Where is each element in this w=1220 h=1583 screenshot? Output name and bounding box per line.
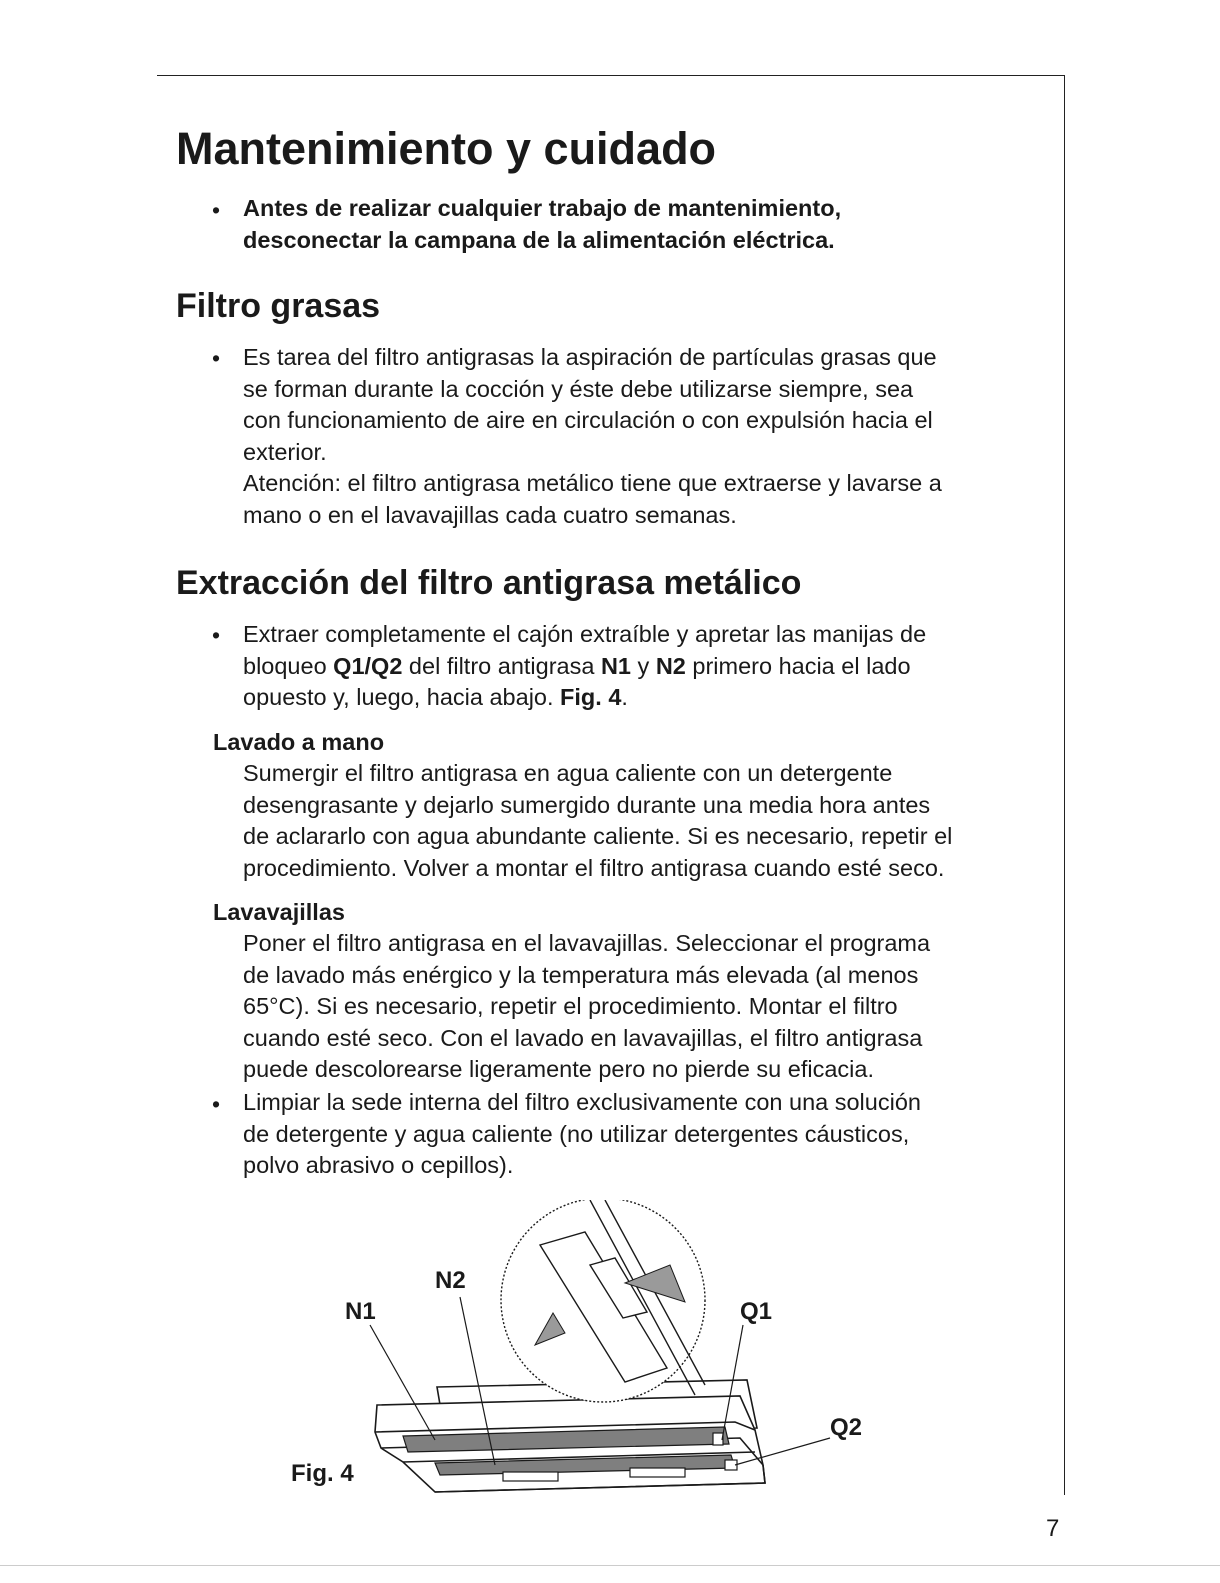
label-q1: Q1 [740, 1298, 773, 1325]
control-slot-left [503, 1472, 558, 1481]
bullet-icon: • [212, 622, 221, 648]
figure-4 [285, 1200, 885, 1510]
page-number: 7 [1046, 1515, 1060, 1542]
text-run: primero hacia el lado [685, 652, 911, 679]
text-line [243, 682, 1043, 714]
text-run: bloqueo [243, 652, 334, 679]
subheading-lavavajillas: Lavavajillas [213, 899, 345, 925]
text-run: del filtro antigrasa [402, 652, 601, 679]
page-title: Mantenimiento y cuidado [176, 123, 717, 174]
control-slot-right [630, 1468, 685, 1477]
figure-ref: Fig. 4 [560, 684, 622, 711]
text-line: exterior. [243, 438, 327, 465]
text-line: con funcionamiento de aire en circulación o con expulsión hacia el [243, 407, 933, 434]
bullet-icon: • [212, 345, 221, 371]
text-line: Atención: el filtro antigrasa metálico tiene que extraerse y lavarse a [243, 470, 942, 497]
label-n1: N1 [345, 1298, 376, 1325]
label-n2: N2 [435, 1267, 466, 1294]
text-line: puede descolorearse ligeramente pero no pierde su eficacia. [243, 1056, 874, 1083]
text-line: Poner el filtro antigrasa en el lavavajillas. Seleccionar el programa [243, 930, 931, 956]
page-frame-right [1064, 75, 1065, 1495]
warning-line: desconectar la campana de la alimentación eléctrica. [243, 226, 835, 253]
text-line [243, 651, 1043, 683]
text-line: mano o en el lavavajillas cada cuatro semanas. [243, 501, 737, 528]
text-line: Limpiar la sede interna del filtro exclusivamente con una solución [243, 1089, 921, 1115]
lavado-mano-paragraph [243, 758, 1043, 884]
warning-line: Antes de realizar cualquier trabajo de mantenimiento, [243, 195, 842, 221]
text-line: procedimiento. Volver a montar el filtro antigrasa cuando esté seco. [243, 854, 945, 881]
text-line: desengrasante y dejarlo sumergido durante una media hora antes [243, 791, 931, 818]
filter-ref-n1: N1 [600, 652, 631, 679]
handle-q1 [713, 1433, 723, 1445]
text-line: Extraer completamente el cajón extraíble y apretar las manijas de [243, 621, 927, 647]
text-line: se forman durante la cocción y éste debe utilizarse siempre, sea [243, 375, 914, 402]
section-heading-extraccion: Extracción del filtro antigrasa metálico [176, 564, 802, 602]
text-line: Es tarea del filtro antigrasas la aspiración de partículas grasas que [243, 344, 937, 370]
text-run: . [621, 684, 628, 711]
range-hood-drawing [285, 1200, 885, 1510]
text-line: 65°C). Si es necesario, repetir el procedimiento. Montar el filtro [243, 993, 898, 1020]
text-line: de lavado más enérgico y la temperatura más elevada (al menos [243, 961, 919, 988]
bullet-icon: • [212, 1091, 221, 1117]
bullet-icon: • [212, 197, 221, 223]
page-bottom-rule [0, 1565, 1220, 1566]
text-line: de detergente y agua caliente (no utilizar detergentes cáusticos, [243, 1120, 910, 1147]
label-q2: Q2 [830, 1414, 863, 1441]
extraccion-paragraph [243, 619, 1043, 714]
lavavajillas-paragraph [243, 928, 1043, 1086]
text-line: Sumergir el filtro antigrasa en agua caliente con un detergente [243, 760, 893, 786]
text-run: y [631, 652, 656, 679]
handle-ref-q1q2: Q1/Q2 [333, 652, 403, 679]
filter-ref-n2: N2 [655, 652, 686, 679]
figure-caption: Fig. 4 [291, 1460, 354, 1487]
text-line: cuando esté seco. Con el lavado en lavavajillas, el filtro antigrasa [243, 1024, 923, 1051]
page-frame-top [157, 75, 1065, 76]
warning-text [243, 193, 1043, 256]
text-line: polvo abrasivo o cepillos). [243, 1152, 514, 1179]
section-heading-filtro: Filtro grasas [176, 287, 381, 325]
text-run: opuesto y, luego, hacia abajo. [243, 684, 561, 711]
filtro-paragraph [243, 342, 1043, 532]
limpiar-paragraph [243, 1087, 1043, 1182]
text-line: de aclararlo con agua abundante caliente. Si es necesario, repetir el [243, 823, 953, 850]
subheading-lavado-mano: Lavado a mano [213, 729, 385, 755]
